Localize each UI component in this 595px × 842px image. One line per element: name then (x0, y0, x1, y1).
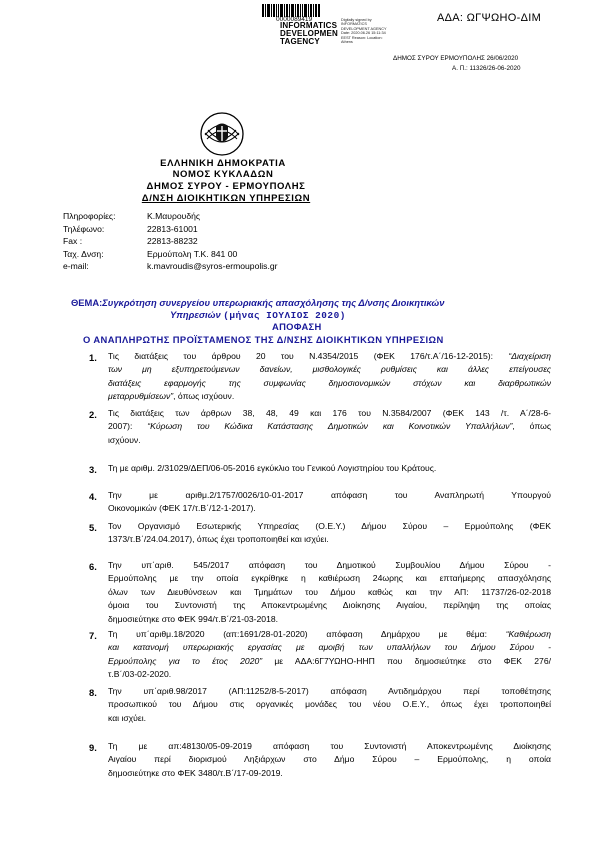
contact-label: Ταχ. Δνση: (63, 249, 104, 259)
list-item-number: 8. (89, 687, 97, 698)
stamp-org-line: DEVELOPMEN (280, 29, 339, 39)
list-item-text: Τον Οργανισμό Εσωτερικής Υπηρεσίας (Ο.Ε.Υ.) Δήμου Σύρου – Ερμούπολης (ΦΕΚ (108, 521, 551, 531)
heading-republic: ΕΛΛΗΝΙΚΗ ΔΗΜΟΚΡΑΤΙΑ (160, 158, 286, 169)
list-item-text: “Κύρωση του Κώδικα Κατάστασης Δημοτικών και Κοινοτικών Υπαλλήλων” (147, 421, 513, 432)
list-item-line (108, 462, 551, 475)
list-item-text: , όπως ισχύουν. (173, 391, 235, 402)
list-item-text: τ.Β΄/03-02-2020. (108, 669, 172, 680)
municipality-date: ΔΗΜΟΣ ΣΥΡΟΥ ΕΡΜΟΥΠΟΛΗΣ 26/06/2020 (393, 55, 519, 62)
list-item-text: Τις διατάξεις του άρθρου 20 του Ν.4354/2015 (ΦΕΚ 176/τ.Α΄/16-12-2015): (108, 351, 509, 361)
list-item-number: 6. (89, 561, 97, 572)
list-item-line (108, 434, 551, 447)
list-item-number: 9. (89, 742, 97, 753)
list-item-text: 2007): (108, 421, 148, 432)
list-item-text: Ερμούπολης με την οποία εγκρίθηκε η καθιέρωση 24ωρης και επταήμερης απασχόλησης (108, 573, 551, 584)
list-item-text: διατάξεις εφαρμογής της συμφωνίας δημοσιονομικών στόχων και διαρθρωτικών (108, 377, 551, 388)
list-item-text: Τη με αριθμ. 2/31029/ΔΕΠ/06-05-2016 εγκύκλιο του Γενικού Λογιστηρίου του Κράτους. (108, 463, 437, 473)
ada-code: ΑΔΑ: ΩΓΨΩΗΟ-ΔΙΜ (437, 12, 542, 24)
list-item-line (108, 533, 551, 546)
list-item-line (108, 350, 551, 363)
signature-organization (280, 22, 338, 47)
protocol-number: Α. Π.: 11326/26-06-2020 (452, 65, 521, 72)
list-item-text: Αιγαίου περί διορισμού Ληξιάρχων στο Δήμο Σύρου – Ερμούπολης, η οποία (108, 754, 551, 765)
contact-label: e-mail: (63, 261, 89, 271)
list-item-text: προσωπικού του Δήμου στις οργανικές μονάδες του νέου Ο.Ε.Υ., όπως έχει τροποποιηθεί (108, 699, 551, 710)
list-item-text: με ΑΔΑ:6Γ7ΥΩΗΟ-ΗΗΠ που δημοσιεύτηκε στο ΦΕΚ 276/ (262, 655, 551, 666)
subject-month: (μήνας ΙΟΥΛΙΟΣ 2020) (223, 310, 346, 321)
list-item-line (108, 685, 551, 698)
list-item-line (108, 599, 551, 612)
list-item-text: δημοσιεύτηκε στο ΦΕΚ 3480/τ.Β΄/17-09-2019. (108, 767, 283, 778)
list-item-text: Οικονομικών (ΦΕΚ 17/τ.Β΄/12-1-2017). (108, 503, 256, 514)
contact-value: 22813-61001 (147, 224, 198, 234)
list-item-text: των μη εξυπηρετούμενων δανείων, μισθολογικές ρυθμίσεις και άλλες επείγουσες (108, 364, 551, 375)
contact-label: Τηλέφωνο: (63, 224, 105, 234)
list-item-text: Τις διατάξεις των άρθρων 38, 48, 49 και 176 του Ν.3584/2007 (ΦΕΚ 143 /τ. Α΄/28-6- (108, 408, 551, 418)
list-item-text: δημοσιεύτηκε στο ΦΕΚ 994/τ.Β΄/21-03-2018. (108, 613, 279, 624)
heading-directorate: Δ/ΝΣΗ ΔΙΟΙΚΗΤΙΚΩΝ ΥΠΗΡΕΣΙΩΝ (141, 193, 311, 204)
list-item-text: Ερμούπολης για το έτος 2020” (108, 655, 263, 666)
signer-title: Ο ΑΝΑΠΛΗΡΩΤΗΣ ΠΡΟΪΣΤΑΜΕΝΟΣ ΤΗΣ Δ/ΝΣΗΣ ΔΙΟΙΚΗΤΙΚΩΝ ΥΠΗΡΕΣΙΩΝ (83, 334, 444, 345)
barcode-number: 0000089419 (276, 16, 313, 23)
list-item-line (108, 363, 551, 376)
contact-value: 22813-88232 (147, 236, 198, 246)
list-item-number: 2. (89, 409, 97, 420)
list-item-text: όμοια του Συντονιστή της Αποκεντρωμένης Διοίκησης Αιγαίου, περίληψη της οποίας (108, 600, 551, 611)
list-item-line (108, 559, 551, 572)
contact-label: Fax : (63, 236, 83, 246)
list-item-text: Τη υπ΄αριθμ.18/2020 (απ:1691/28-01-2020) απόφαση Δημάρχου με θέμα: (108, 629, 506, 639)
list-item-line (108, 377, 551, 390)
list-item-text: “Καθιέρωση (505, 629, 551, 639)
heading-municipality: ΔΗΜΟΣ ΣΥΡΟΥ - ΕΡΜΟΥΠΟΛΗΣ (146, 181, 306, 192)
list-item-line (108, 489, 551, 502)
list-item-line (108, 407, 551, 420)
list-item-line (108, 502, 551, 515)
list-item-line (108, 668, 551, 681)
list-item-line (108, 698, 551, 711)
subject-text-2: Υπηρεσιών (170, 309, 224, 320)
list-item-line (108, 586, 551, 599)
list-item-text: , όπως (512, 421, 551, 432)
contact-value: Ερμούπολη Τ.Κ. 841 00 (147, 249, 238, 259)
list-item-line (108, 767, 551, 780)
stamp-org-line: INFORMATICS (280, 21, 338, 30)
heading-prefecture: ΝΟΜΟΣ ΚΥΚΛΑΔΩΝ (172, 169, 274, 180)
list-item-line (108, 420, 551, 433)
subject-line-2 (170, 309, 470, 321)
list-item-text: και ισχύει. (108, 712, 147, 723)
list-item-text: μεταρρυθμίσεων” (108, 391, 174, 402)
list-item-text: Την υπ΄αριθ.98/2017 (ΑΠ:11252/8-5-2017) απόφαση Αντιδημάρχου περί τοποθέτησης (108, 686, 551, 696)
contact-label: Πληροφορίες: (63, 211, 116, 221)
greek-republic-emblem-icon (199, 111, 245, 157)
list-item-text: ισχύουν. (108, 434, 141, 445)
list-item-line (108, 753, 551, 766)
contact-email: k.mavroudis@syros-ermoupolis.gr (147, 261, 278, 271)
list-item-line (108, 613, 551, 626)
list-item-text: όλων των Διευθύνσεων και Τμημάτων του Δήμου καθώς και την ΑΠ: 11737/26-02-2018 (108, 586, 551, 597)
list-item-text: “Διαχείριση (508, 351, 551, 361)
list-item-line (108, 628, 551, 641)
list-item-number: 3. (89, 464, 97, 475)
list-item-line (108, 740, 551, 753)
list-item-line (108, 390, 551, 403)
list-item-text: Την με αριθμ.2/1757/0026/10-01-2017 απόφαση του Αναπληρωτή Υπουργού (108, 490, 551, 500)
list-item-text: Την υπ΄αριθ. 545/2017 απόφαση του Δημοτικού Συμβουλίου Δήμου Σύρου - (108, 560, 551, 570)
list-item-text: 1373/τ.Β΄/24.04.2017), όπως έχει τροποποιηθεί και ισχύει. (108, 534, 329, 545)
list-item-line (108, 641, 551, 654)
subject-prefix: ΘΕΜΑ: (71, 297, 103, 308)
list-item-number: 4. (89, 491, 97, 502)
list-item-text: και κατανομή υπερωριακής εργασίας με αμοιβή των υπαλλήλων του Δήμου Σύρου - (108, 642, 551, 653)
digital-signature-details: Digitally signed by INFORMATICS DEVELOPMENT AGENCY Date: 2020.06.26 15:11:34 EEST Reason: Location: Athens (341, 18, 387, 45)
stamp-org-line: TAGENCY (280, 37, 320, 47)
list-item-number: 5. (89, 522, 97, 533)
list-item-text: Τη με απ:48130/05-09-2019 απόφαση του Συντονιστή Αποκεντρωμένης Διοίκησης (108, 741, 551, 751)
list-item-line (108, 572, 551, 585)
contact-value: Κ.Μαυρουδής (147, 211, 201, 221)
list-item-line (108, 712, 551, 725)
list-item-line (108, 655, 551, 668)
list-item-number: 7. (89, 630, 97, 641)
subject-text: Συγκρότηση συνεργείου υπερωριακής απασχόλησης της Δ/νσης Διοικητικών (102, 297, 445, 308)
decision-title: ΑΠΟΦΑΣΗ (272, 321, 322, 332)
list-item-number: 1. (89, 352, 97, 363)
list-item-line (108, 520, 551, 533)
subject-line (71, 297, 551, 308)
